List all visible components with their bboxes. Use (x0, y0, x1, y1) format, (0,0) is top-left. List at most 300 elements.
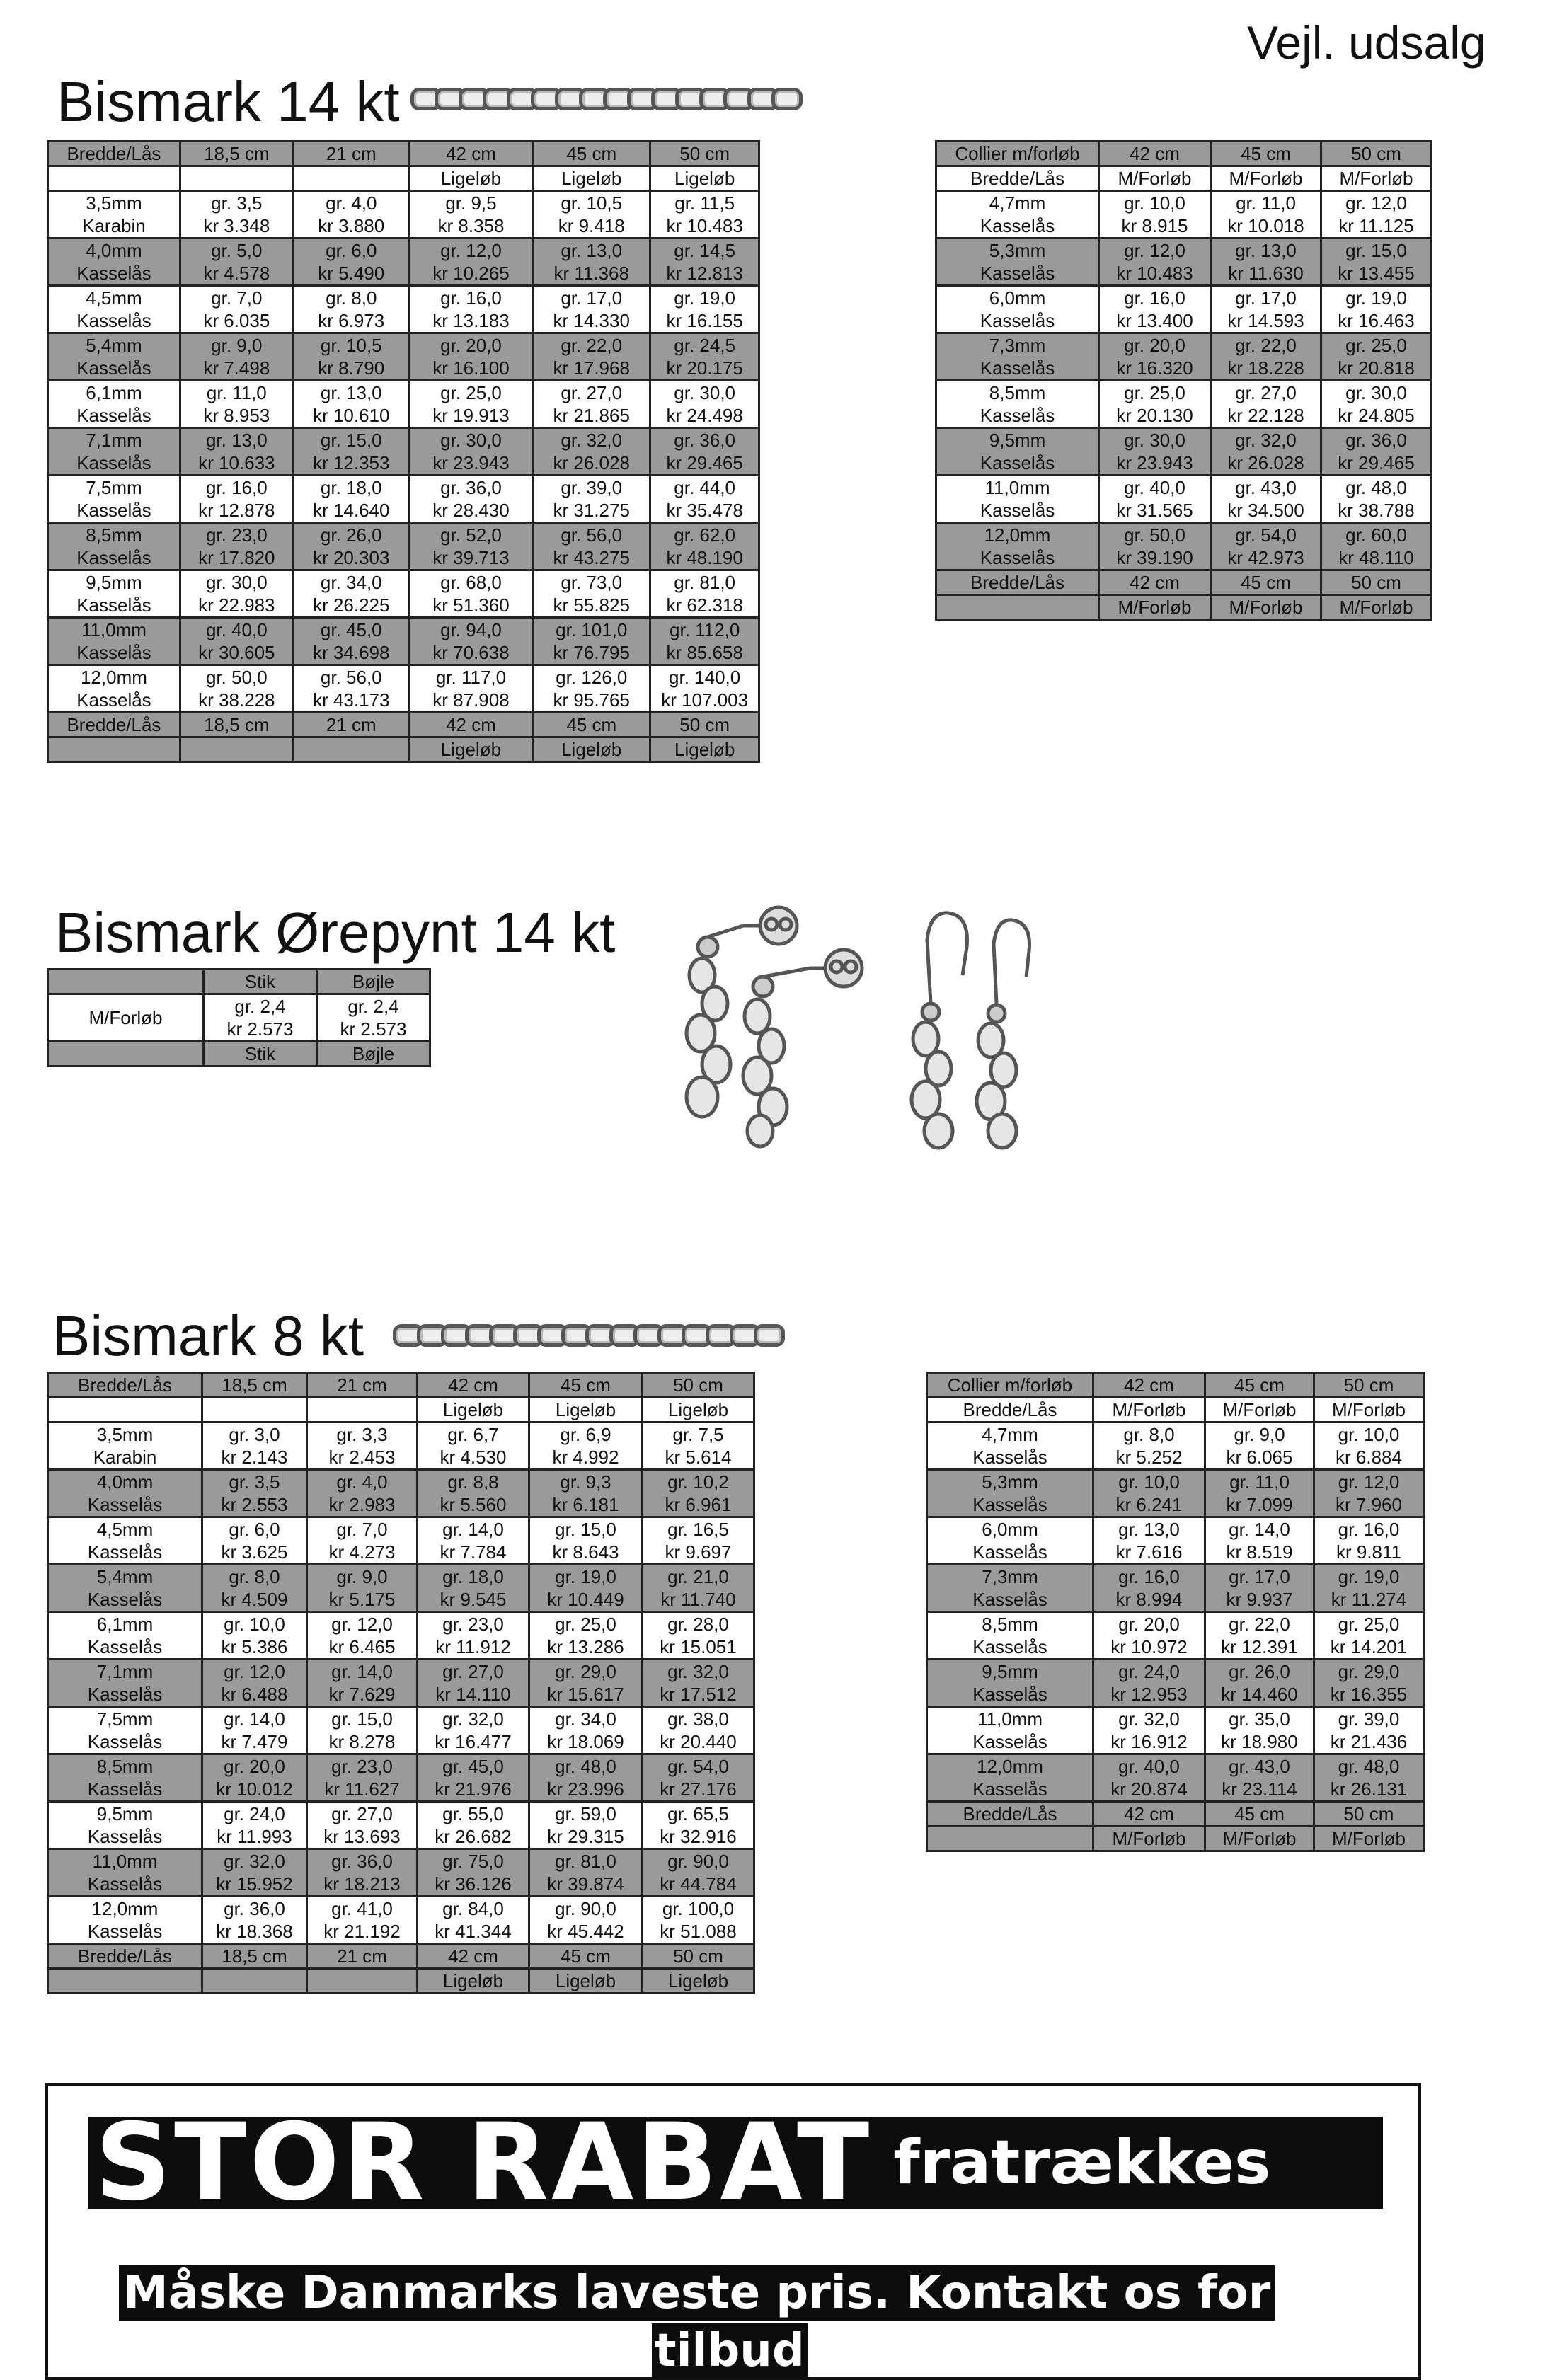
line-secondary: Kasselås (980, 310, 1055, 331)
line-secondary: Kasselås (980, 500, 1055, 521)
line-primary: gr. 40,0 (1118, 1756, 1180, 1777)
line-secondary: kr 20.130 (1116, 405, 1193, 426)
row-label (48, 1707, 202, 1754)
line-primary: 6,1mm (96, 1614, 154, 1635)
line-primary: gr. 16,0 (440, 287, 502, 309)
price-cell (202, 1754, 307, 1802)
line-secondary: kr 17.968 (553, 357, 630, 379)
line-secondary: kr 23.996 (547, 1778, 624, 1800)
line-primary: gr. 25,0 (555, 1614, 616, 1635)
header-row-cell: 42 cm (409, 142, 532, 166)
price-table-earring (47, 968, 431, 1067)
line-primary: gr. 23,0 (205, 524, 268, 546)
subfooter-row-cell: M/Forløb (1321, 595, 1432, 620)
line-secondary: Kasselås (87, 1589, 163, 1610)
line-secondary: kr 36.126 (435, 1873, 512, 1895)
line-primary: 4,5mm (86, 287, 142, 309)
earring-header-cell: Stik (204, 970, 317, 994)
line-primary: 4,7mm (989, 192, 1046, 214)
price-cell (180, 570, 293, 618)
line-secondary: kr 14.460 (1221, 1684, 1298, 1705)
table-row (48, 1565, 754, 1612)
line-primary: 11,0mm (984, 477, 1050, 498)
vejl-udsalg-label: Vejl. udsalg (1247, 16, 1486, 69)
line-primary: gr. 112,0 (670, 619, 740, 640)
price-cell (529, 1849, 643, 1897)
header-row-cell: 50 cm (643, 1373, 754, 1398)
line-primary: gr. 16,0 (1338, 1519, 1400, 1540)
line-secondary: kr 34.698 (313, 642, 390, 663)
line-primary: gr. 8,8 (447, 1471, 499, 1493)
line-secondary: kr 10.012 (216, 1778, 293, 1800)
price-cell (293, 286, 409, 333)
line-secondary: kr 18.213 (323, 1873, 401, 1895)
line-secondary: kr 28.430 (432, 500, 510, 521)
price-cell (533, 523, 650, 570)
line-primary: gr. 10,5 (561, 192, 623, 214)
line-secondary: kr 8.994 (1115, 1589, 1183, 1610)
table-row (48, 1754, 754, 1802)
line-secondary: kr 11.125 (1338, 215, 1414, 236)
line-primary: gr. 4,0 (326, 192, 377, 214)
line-secondary: kr 10.483 (666, 215, 743, 236)
subfooter-row-cell: Ligeløb (418, 1969, 529, 1994)
line-primary: gr. 7,0 (211, 287, 263, 309)
line-primary: gr. 3,3 (336, 1424, 388, 1445)
line-primary: gr. 68,0 (440, 572, 502, 593)
banner-headline (88, 2101, 1383, 2224)
price-cell (293, 476, 409, 523)
price-cell (1321, 523, 1432, 570)
line-primary: gr. 17,0 (561, 287, 623, 309)
line-secondary: kr 5.560 (440, 1494, 507, 1515)
line-secondary: kr 11.274 (1331, 1589, 1407, 1610)
line-secondary: kr 14.640 (313, 500, 390, 521)
price-cell (409, 476, 532, 523)
line-secondary: kr 10.265 (432, 263, 510, 284)
subheader-row-cell: M/Forløb (1321, 166, 1432, 191)
table-row (927, 1612, 1424, 1660)
line-secondary: kr 8.915 (1121, 215, 1188, 236)
header-row (48, 142, 759, 166)
line-secondary: kr 29.465 (1338, 452, 1415, 473)
line-primary: gr. 56,0 (561, 524, 623, 546)
line-secondary: kr 16.155 (666, 310, 743, 331)
table-row (48, 1707, 754, 1754)
line-primary: 11,0mm (81, 619, 147, 640)
table-row (48, 570, 759, 618)
table-row (927, 1470, 1424, 1517)
line-secondary: kr 4.530 (440, 1447, 507, 1468)
price-table-14kt (47, 140, 760, 763)
row-label (48, 523, 180, 570)
footer-row-cell: 42 cm (418, 1944, 529, 1969)
line-secondary: Kasselås (87, 1921, 163, 1942)
line-primary: gr. 36,0 (331, 1851, 393, 1872)
price-cell (1314, 1517, 1424, 1565)
row-label (927, 1422, 1093, 1470)
line-primary: gr. 24,5 (674, 335, 736, 356)
line-secondary: Karabin (93, 1447, 157, 1468)
row-label (48, 381, 180, 428)
line-primary: gr. 36,0 (440, 477, 502, 498)
line-secondary: kr 21.436 (1330, 1731, 1408, 1752)
line-primary: gr. 16,5 (667, 1519, 729, 1540)
line-primary: gr. 18,0 (442, 1566, 504, 1587)
line-secondary: kr 26.131 (1330, 1778, 1408, 1800)
price: kr 2.573 (340, 1018, 407, 1040)
line-primary: 7,5mm (96, 1708, 154, 1730)
line-secondary: kr 5.252 (1115, 1447, 1183, 1468)
line-primary: gr. 23,0 (442, 1614, 504, 1635)
line-secondary: kr 24.498 (666, 405, 743, 426)
price-cell (307, 1422, 418, 1470)
line-primary: gr. 101,0 (556, 619, 628, 640)
table-row (48, 333, 759, 381)
line-secondary: kr 31.275 (553, 500, 630, 521)
line-primary: gr. 7,0 (336, 1519, 388, 1540)
footer-row (48, 1944, 754, 1969)
line-secondary: kr 6.065 (1226, 1447, 1293, 1468)
line-primary: gr. 43,0 (1235, 477, 1297, 498)
line-secondary: Kasselås (76, 594, 151, 616)
price-cell (1205, 1707, 1314, 1754)
line-secondary: kr 15.051 (660, 1636, 737, 1657)
line-secondary: kr 18.069 (547, 1731, 624, 1752)
price-cell (409, 238, 532, 286)
price-cell (307, 1802, 418, 1849)
price-cell (650, 238, 759, 286)
table-row (48, 1802, 754, 1849)
footer-row-cell: 21 cm (307, 1944, 418, 1969)
line-secondary: Kasselås (87, 1731, 163, 1752)
line-secondary: kr 3.348 (203, 215, 270, 236)
line-primary: gr. 7,5 (672, 1424, 724, 1445)
line-primary: gr. 17,0 (1229, 1566, 1290, 1587)
row-label (48, 1897, 202, 1944)
line-primary: 8,5mm (96, 1756, 154, 1777)
price-cell (533, 333, 650, 381)
line-secondary: kr 70.638 (432, 642, 510, 663)
table-row (936, 523, 1432, 570)
line-secondary: Kasselås (972, 1778, 1047, 1800)
line-secondary: kr 6.241 (1115, 1494, 1183, 1515)
line-secondary: kr 10.633 (198, 452, 275, 473)
line-secondary: kr 29.465 (666, 452, 743, 473)
table-row (48, 1660, 754, 1707)
line-secondary: kr 6.961 (665, 1494, 732, 1515)
line-secondary: kr 18.228 (1227, 357, 1304, 379)
earring-footer-cell: Stik (204, 1042, 317, 1067)
price-cell (202, 1660, 307, 1707)
line-primary: gr. 25,0 (1345, 335, 1407, 356)
header-row (927, 1373, 1424, 1398)
line-secondary: kr 34.500 (1227, 500, 1304, 521)
line-primary: gr. 17,0 (1235, 287, 1297, 309)
row-label (48, 333, 180, 381)
line-primary: gr. 15,0 (331, 1708, 393, 1730)
line-secondary: kr 2.983 (328, 1494, 396, 1515)
price-cell (180, 381, 293, 428)
line-primary: gr. 20,0 (440, 335, 502, 356)
price-cell (650, 523, 759, 570)
line-secondary: kr 7.960 (1336, 1494, 1402, 1515)
line-primary: gr. 81,0 (555, 1851, 616, 1872)
line-secondary: kr 10.449 (547, 1589, 624, 1610)
price-cell (533, 476, 650, 523)
line-secondary: kr 4.509 (221, 1589, 288, 1610)
line-primary: 9,5mm (982, 1661, 1038, 1682)
line-secondary: kr 15.952 (216, 1873, 293, 1895)
section-title-8kt: Bismark 8 kt (52, 1304, 364, 1367)
price-cell (533, 665, 650, 713)
line-secondary: Kasselås (980, 215, 1055, 236)
price-cell (418, 1517, 529, 1565)
subfooter-row-cell (180, 737, 293, 762)
line-primary: gr. 4,0 (336, 1471, 388, 1493)
line-primary: gr. 25,0 (1338, 1614, 1400, 1635)
footer-row-cell: Bredde/Lås (936, 570, 1099, 595)
line-secondary: kr 18.368 (216, 1921, 293, 1942)
price-cell (180, 286, 293, 333)
line-primary: gr. 34,0 (555, 1708, 616, 1730)
price-cell (202, 1517, 307, 1565)
price-cell (1205, 1422, 1314, 1470)
price-cell (650, 191, 759, 238)
line-secondary: Kasselås (980, 452, 1055, 473)
line-secondary: kr 16.477 (435, 1731, 512, 1752)
line-primary: 12,0mm (91, 1898, 159, 1919)
price-cell (533, 238, 650, 286)
line-primary: 3,5mm (96, 1424, 154, 1445)
price-cell (529, 1897, 643, 1944)
subfooter-row-cell (48, 737, 180, 762)
row-label (936, 238, 1099, 286)
line-secondary: kr 10.018 (1227, 215, 1304, 236)
line-primary: gr. 3,5 (229, 1471, 280, 1493)
line-secondary: kr 4.273 (328, 1541, 396, 1563)
line-secondary: kr 12.813 (666, 263, 743, 284)
line-secondary: Kasselås (87, 1684, 163, 1705)
price-cell (643, 1612, 754, 1660)
line-secondary: Kasselås (980, 405, 1055, 426)
price-cell (1321, 428, 1432, 476)
chain-image-14kt (410, 81, 796, 117)
line-primary: gr. 16,0 (1118, 1566, 1180, 1587)
price-cell (643, 1470, 754, 1517)
price-cell (1314, 1565, 1424, 1612)
line-primary: gr. 10,0 (1338, 1424, 1400, 1445)
line-primary: 5,4mm (86, 335, 142, 356)
line-primary: gr. 28,0 (667, 1614, 729, 1635)
price-cell (650, 570, 759, 618)
line-secondary: kr 29.315 (547, 1826, 624, 1847)
line-primary: gr. 81,0 (674, 572, 736, 593)
header-row-cell: Collier m/forløb (936, 142, 1099, 166)
line-primary: 11,0mm (92, 1851, 158, 1872)
line-primary: 7,5mm (86, 477, 142, 498)
price-cell (409, 665, 532, 713)
price-cell (529, 1660, 643, 1707)
subheader-row-cell: Ligeløb (533, 166, 650, 191)
line-primary: gr. 14,0 (442, 1519, 504, 1540)
table-row (48, 238, 759, 286)
line-primary: gr. 19,0 (1338, 1566, 1400, 1587)
line-primary: gr. 32,0 (667, 1661, 729, 1682)
line-secondary: Kasselås (76, 642, 151, 663)
footer-row-cell: 50 cm (643, 1944, 754, 1969)
footer-row (927, 1802, 1424, 1827)
line-secondary: kr 3.625 (221, 1541, 288, 1563)
line-secondary: kr 12.353 (313, 452, 390, 473)
line-primary: gr. 50,0 (205, 667, 268, 688)
price-cell (409, 523, 532, 570)
table-row (48, 476, 759, 523)
line-primary: gr. 84,0 (442, 1898, 504, 1919)
price-cell (293, 570, 409, 618)
footer-row (48, 713, 759, 737)
line-secondary: kr 13.183 (432, 310, 510, 331)
price-cell (643, 1565, 754, 1612)
line-primary: gr. 39,0 (561, 477, 623, 498)
earring-header-cell: Bøjle (317, 970, 430, 994)
line-secondary: kr 55.825 (553, 594, 630, 616)
price-cell (1314, 1660, 1424, 1707)
line-primary: gr. 52,0 (440, 524, 502, 546)
banner-line-2: tilbud (652, 2323, 808, 2379)
line-secondary: kr 11.368 (553, 263, 629, 284)
table-row (48, 665, 759, 713)
line-secondary: kr 23.943 (432, 452, 510, 473)
line-primary: gr. 54,0 (667, 1756, 729, 1777)
footer-row-cell: 45 cm (1205, 1802, 1314, 1827)
price-cell (1211, 333, 1321, 381)
line-secondary: Kasselås (980, 547, 1055, 568)
footer-row-cell: Bredde/Lås (927, 1802, 1093, 1827)
line-secondary: Kasselås (87, 1873, 163, 1895)
subfooter-row-cell (293, 737, 409, 762)
line-secondary: kr 8.790 (318, 357, 385, 379)
header-row-cell: 42 cm (418, 1373, 529, 1398)
line-primary: gr. 65,5 (667, 1803, 729, 1824)
line-primary: gr. 24,0 (224, 1803, 285, 1824)
price-cell (529, 1470, 643, 1517)
line-secondary: kr 7.498 (203, 357, 270, 379)
line-secondary: kr 26.028 (553, 452, 630, 473)
price-cell (307, 1754, 418, 1802)
price-cell (533, 286, 650, 333)
line-secondary: kr 9.418 (558, 215, 625, 236)
line-primary: gr. 9,0 (336, 1566, 388, 1587)
line-secondary: kr 20.874 (1110, 1778, 1188, 1800)
table-row (48, 428, 759, 476)
subfooter-row-cell: Ligeløb (650, 737, 759, 762)
table-row (48, 1897, 754, 1944)
line-primary: gr. 32,0 (1235, 430, 1297, 451)
line-secondary: kr 45.442 (547, 1921, 624, 1942)
header-row-cell: Bredde/Lås (48, 1373, 202, 1398)
footer-row-cell: 42 cm (1093, 1802, 1205, 1827)
earring-footer-cell (48, 1042, 204, 1067)
line-secondary: kr 27.176 (660, 1778, 737, 1800)
table-row (927, 1660, 1424, 1707)
price-cell (418, 1802, 529, 1849)
line-primary: gr. 38,0 (667, 1708, 729, 1730)
line-primary: gr. 30,0 (440, 430, 502, 451)
weight: gr. 2,4 (348, 996, 399, 1017)
line-primary: 8,5mm (86, 524, 142, 546)
line-primary: gr. 40,0 (1124, 477, 1185, 498)
line-primary: gr. 19,0 (674, 287, 736, 309)
line-primary: 7,3mm (989, 335, 1046, 356)
subfooter-row-cell: Ligeløb (643, 1969, 754, 1994)
subheader-row-cell: M/Forløb (1205, 1398, 1314, 1422)
price-cell (202, 1707, 307, 1754)
subfooter-row-cell: Ligeløb (529, 1969, 643, 1994)
line-secondary: kr 11.993 (217, 1826, 292, 1847)
table-row (936, 191, 1432, 238)
line-primary: gr. 6,0 (229, 1519, 280, 1540)
row-label (936, 191, 1099, 238)
footer-row-cell: 42 cm (1099, 570, 1211, 595)
price-cell (307, 1470, 418, 1517)
line-primary: gr. 12,0 (1338, 1471, 1400, 1493)
subfooter-row-cell (202, 1969, 307, 1994)
line-primary: gr. 100,0 (662, 1898, 735, 1919)
footer-row-cell: 18,5 cm (202, 1944, 307, 1969)
line-primary: 4,7mm (982, 1424, 1038, 1445)
line-primary: gr. 22,0 (561, 335, 623, 356)
price-cell (180, 523, 293, 570)
line-primary: gr. 45,0 (320, 619, 382, 640)
line-primary: gr. 8,0 (229, 1566, 280, 1587)
row-label (48, 238, 180, 286)
row-label (936, 476, 1099, 523)
price: kr 2.573 (226, 1018, 294, 1040)
line-secondary: kr 32.916 (660, 1826, 737, 1847)
table-row (48, 1422, 754, 1470)
header-row-cell: Bredde/Lås (48, 142, 180, 166)
line-primary: gr. 22,0 (1235, 335, 1297, 356)
line-secondary: Kasselås (76, 452, 151, 473)
line-primary: 4,5mm (96, 1519, 154, 1540)
line-primary: gr. 8,0 (326, 287, 377, 309)
price-cell (1093, 1517, 1205, 1565)
header-row-cell: Collier m/forløb (927, 1373, 1093, 1398)
line-secondary: Kasselås (87, 1541, 163, 1563)
price-cell (1205, 1754, 1314, 1802)
line-secondary: Kasselås (76, 310, 151, 331)
subheader-row-cell: Ligeløb (643, 1398, 754, 1422)
table-row (48, 381, 759, 428)
line-secondary: kr 17.512 (660, 1684, 737, 1705)
line-primary: gr. 19,0 (1345, 287, 1407, 309)
price-cell (643, 1422, 754, 1470)
line-secondary: kr 12.878 (198, 500, 275, 521)
row-label (48, 1754, 202, 1802)
line-primary: gr. 12,0 (331, 1614, 393, 1635)
line-secondary: kr 41.344 (435, 1921, 512, 1942)
price-cell (650, 381, 759, 428)
subfooter-row-cell: Ligeløb (409, 737, 532, 762)
price-cell (307, 1849, 418, 1897)
line-secondary: kr 21.976 (435, 1778, 512, 1800)
table-row (936, 476, 1432, 523)
line-primary: gr. 48,0 (1345, 477, 1407, 498)
line-secondary: kr 11.630 (1228, 263, 1304, 284)
line-secondary: Kasselås (972, 1636, 1047, 1657)
price-cell (650, 286, 759, 333)
